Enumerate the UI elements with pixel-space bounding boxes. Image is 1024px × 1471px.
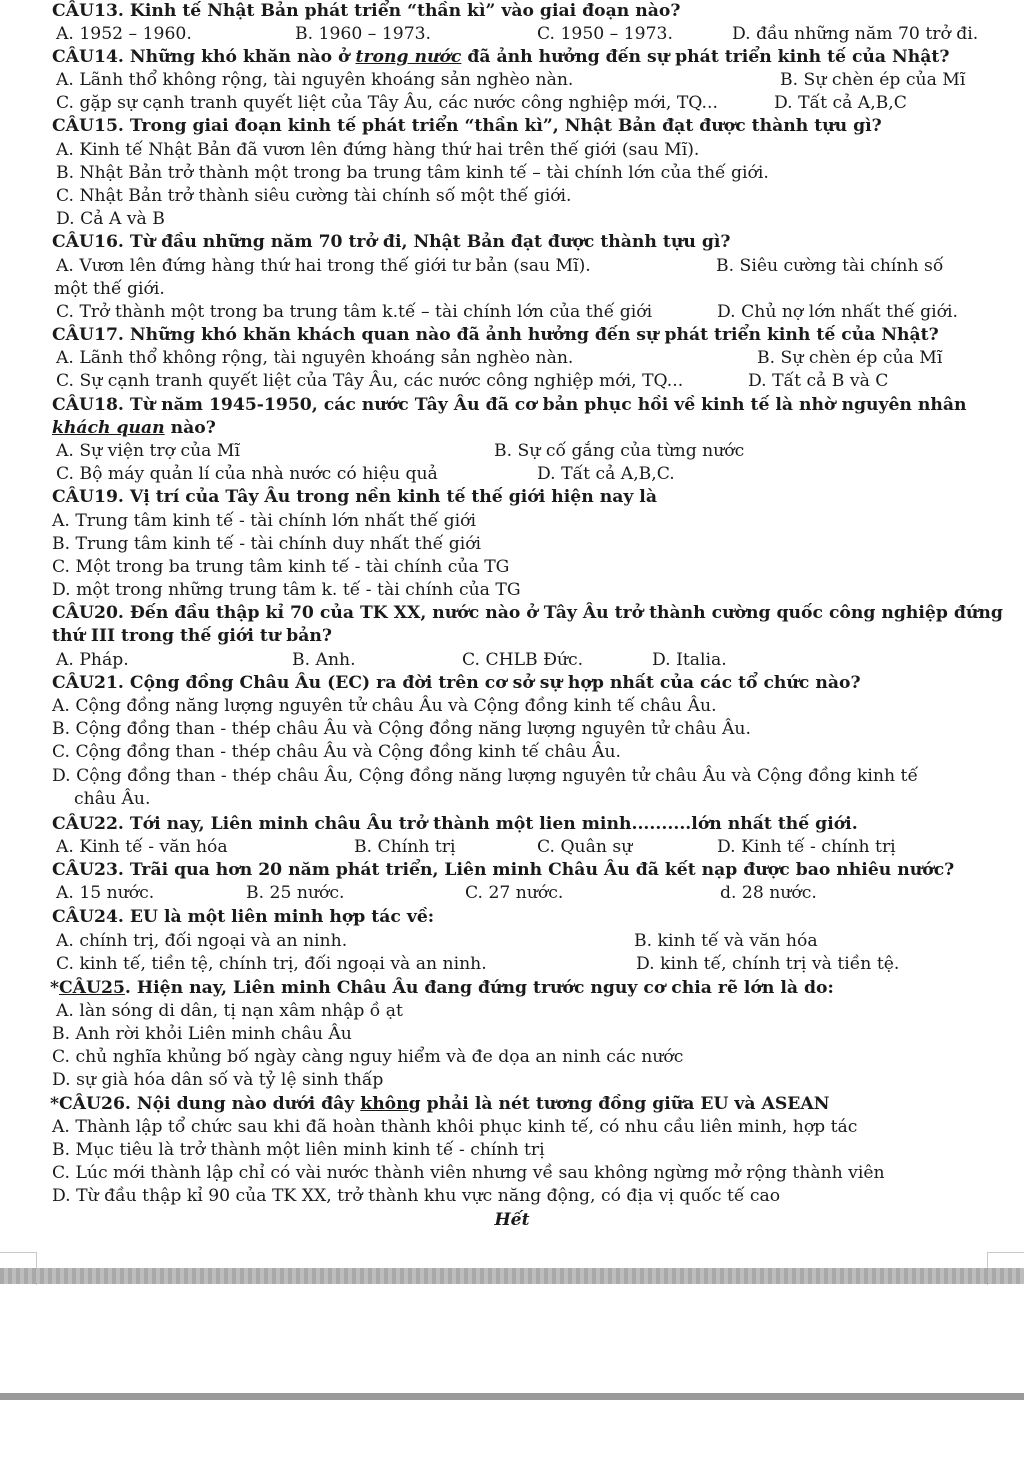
end-label: Hết	[494, 1210, 530, 1230]
q24-option-a: A. chính trị, đối ngoại và an ninh.	[56, 931, 348, 951]
q24-option-b: B. kinh tế và văn hóa	[634, 931, 818, 951]
q21-option-a: A. Cộng đồng năng lượng nguyên tử châu Âu và Cộng đồng kinh tế châu Âu.	[52, 696, 717, 716]
q14-option-c: C. gặp sự cạnh tranh quyết liệt của Tây Âu, các nước công nghiệp mới, TQ...	[56, 93, 718, 113]
q14-option-a: A. Lãnh thổ không rộng, tài nguyên khoáng sản nghèo nàn.	[56, 70, 574, 90]
q19-option-a: A. Trung tâm kinh tế - tài chính lớn nhất thế giới	[52, 511, 476, 531]
q25-option-c: C. chủ nghĩa khủng bố ngày càng nguy hiểm và đe dọa an ninh các nước	[52, 1047, 684, 1067]
q18-option-c: C. Bộ máy quản lí của nhà nước có hiệu quả	[56, 464, 438, 484]
question-14-title: CÂU14. Những khó khăn nào ở trong nước đã ảnh hưởng đến sự phát triển kinh tế của Nhật?	[52, 47, 950, 67]
question-24-title: CÂU24. EU là một liên minh hợp tác về:	[52, 907, 435, 927]
q26-option-b: B. Mục tiêu là trở thành một liên minh kinh tế - chính trị	[52, 1140, 545, 1160]
q13-option-a: A. 1952 – 1960.	[56, 24, 192, 44]
bottom-divider	[0, 1393, 1024, 1400]
page-separator	[0, 1268, 1024, 1284]
question-16-title: CÂU16. Từ đầu những năm 70 trở đi, Nhật Bản đạt được thành tựu gì?	[52, 232, 731, 252]
q25-option-d: D. sự già hóa dân số và tỷ lệ sinh thấp	[52, 1070, 384, 1090]
q21-option-b: B. Cộng đồng than - thép châu Âu và Cộng đồng năng lượng nguyên tử châu Âu.	[52, 719, 751, 739]
q18-option-a: A. Sự viện trợ của Mĩ	[56, 441, 240, 461]
q18-option-d: D. Tất cả A,B,C.	[537, 464, 675, 484]
question-15-title: CÂU15. Trong giai đoạn kinh tế phát triển “thần kì”, Nhật Bản đạt được thành tựu gì?	[52, 116, 882, 136]
q15-option-d: D. Cả A và B	[56, 209, 165, 229]
question-25-title: *CÂU25. Hiện nay, Liên minh Châu Âu đang đứng trước nguy cơ chia rẽ lớn là do:	[50, 978, 834, 998]
q25-option-b: B. Anh rời khỏi Liên minh châu Âu	[52, 1024, 352, 1044]
q13-option-b: B. 1960 – 1973.	[295, 24, 432, 44]
q23-option-d: d. 28 nước.	[720, 883, 817, 903]
question-23-title: CÂU23. Trãi qua hơn 20 năm phát triển, Liên minh Châu Âu đã kết nạp được bao nhiêu nước?	[52, 860, 955, 880]
question-21-title: CÂU21. Cộng đồng Châu Âu (EC) ra đời trên cơ sở sự hợp nhất của các tổ chức nào?	[52, 673, 861, 693]
q24-option-c: C. kinh tế, tiền tệ, chính trị, đối ngoại và an ninh.	[56, 954, 487, 974]
q26-option-c: C. Lúc mới thành lập chỉ có vài nước thành viên nhưng về sau không ngừng mở rộng thành viên	[52, 1163, 885, 1183]
q14-option-d: D. Tất cả A,B,C	[774, 93, 907, 113]
q20-option-c: C. CHLB Đức.	[462, 650, 584, 670]
q18-option-b: B. Sự cố gắng của từng nước	[494, 441, 745, 461]
q17-option-c: C. Sự cạnh tranh quyết liệt của Tây Âu, các nước công nghiệp mới, TQ...	[56, 371, 684, 391]
q16-option-b: B. Siêu cường tài chính số	[716, 256, 944, 276]
q13-option-c: C. 1950 – 1973.	[537, 24, 673, 44]
q16-option-b-cont: một thế giới.	[54, 279, 165, 299]
q16-option-c: C. Trở thành một trong ba trung tâm k.tế – tài chính lớn của thế giới	[56, 302, 653, 322]
question-20-title-cont: thứ III trong thế giới tư bản?	[52, 626, 332, 646]
question-17-title: CÂU17. Những khó khăn khách quan nào đã ảnh hưởng đến sự phát triển kinh tế của Nhật?	[52, 325, 939, 345]
question-18-title-cont: khách quan nào?	[52, 418, 216, 438]
question-19-title: CÂU19. Vị trí của Tây Âu trong nền kinh tế thế giới hiện nay là	[52, 487, 657, 507]
q15-option-a: A. Kinh tế Nhật Bản đã vươn lên đứng hàng thứ hai trên thế giới (sau Mĩ).	[56, 140, 700, 160]
q17-option-a: A. Lãnh thổ không rộng, tài nguyên khoáng sản nghèo nàn.	[56, 348, 574, 368]
q24-option-d: D. kinh tế, chính trị và tiền tệ.	[636, 954, 900, 974]
q19-option-b: B. Trung tâm kinh tế - tài chính duy nhất thế giới	[52, 534, 482, 554]
q22-option-d: D. Kinh tế - chính trị	[717, 837, 896, 857]
q23-option-c: C. 27 nước.	[465, 883, 564, 903]
q23-option-a: A. 15 nước.	[56, 883, 155, 903]
q22-option-c: C. Quân sự	[537, 837, 633, 857]
q16-option-d: D. Chủ nợ lớn nhất thế giới.	[717, 302, 958, 322]
q13-option-d: D. đầu những năm 70 trở đi.	[732, 24, 979, 44]
question-22-title: CÂU22. Tới nay, Liên minh châu Âu trở thành một lien minh..........lớn nhất thế giới.	[52, 814, 858, 834]
q15-option-b: B. Nhật Bản trở thành một trong ba trung tâm kinh tế – tài chính lớn của thế giới.	[56, 163, 769, 183]
q21-option-d-cont: châu Âu.	[74, 789, 151, 809]
q20-option-b: B. Anh.	[292, 650, 356, 670]
q17-option-d: D. Tất cả B và C	[748, 371, 889, 391]
question-13-title: CÂU13. Kinh tế Nhật Bản phát triển “thần kì” vào giai đoạn nào?	[52, 1, 681, 21]
q22-option-b: B. Chính trị	[354, 837, 456, 857]
q16-option-a: A. Vươn lên đứng hàng thứ hai trong thế giới tư bản (sau Mĩ).	[56, 256, 591, 276]
q20-option-d: D. Italia.	[652, 650, 727, 670]
q15-option-c: C. Nhật Bản trở thành siêu cường tài chính số một thế giới.	[56, 186, 572, 206]
question-18-title: CÂU18. Từ năm 1945-1950, các nước Tây Âu đã cơ bản phục hồi về kinh tế là nhờ nguyên nhân	[52, 395, 967, 415]
q22-option-a: A. Kinh tế - văn hóa	[56, 837, 228, 857]
q21-option-c: C. Cộng đồng than - thép châu Âu và Cộng đồng kinh tế châu Âu.	[52, 742, 621, 762]
question-20-title: CÂU20. Đến đầu thập kỉ 70 của TK XX, nước nào ở Tây Âu trở thành cường quốc công nghiệp đứng	[52, 603, 1003, 623]
q17-option-b: B. Sự chèn ép của Mĩ	[757, 348, 943, 368]
q19-option-c: C. Một trong ba trung tâm kinh tế - tài chính của TG	[52, 557, 510, 577]
q25-option-a: A. làn sóng di dân, tị nạn xâm nhập ồ ạt	[56, 1001, 403, 1021]
q20-option-a: A. Pháp.	[56, 650, 129, 670]
q26-option-d: D. Từ đầu thập kỉ 90 của TK XX, trở thành khu vực năng động, có địa vị quốc tế cao	[52, 1186, 781, 1206]
question-26-title: *CÂU26. Nội dung nào dưới đây không phải là nét tương đồng giữa EU và ASEAN	[50, 1094, 830, 1114]
q21-option-d: D. Cộng đồng than - thép châu Âu, Cộng đồng năng lượng nguyên tử châu Âu và Cộng đồng kinh tế	[52, 766, 919, 786]
q23-option-b: B. 25 nước.	[246, 883, 345, 903]
q26-option-a: A. Thành lập tổ chức sau khi đã hoàn thành khôi phục kinh tế, có nhu cầu liên minh, hợp tác	[52, 1117, 858, 1137]
q14-option-b: B. Sự chèn ép của Mĩ	[780, 70, 966, 90]
q19-option-d: D. một trong những trung tâm k. tế - tài chính của TG	[52, 580, 521, 600]
